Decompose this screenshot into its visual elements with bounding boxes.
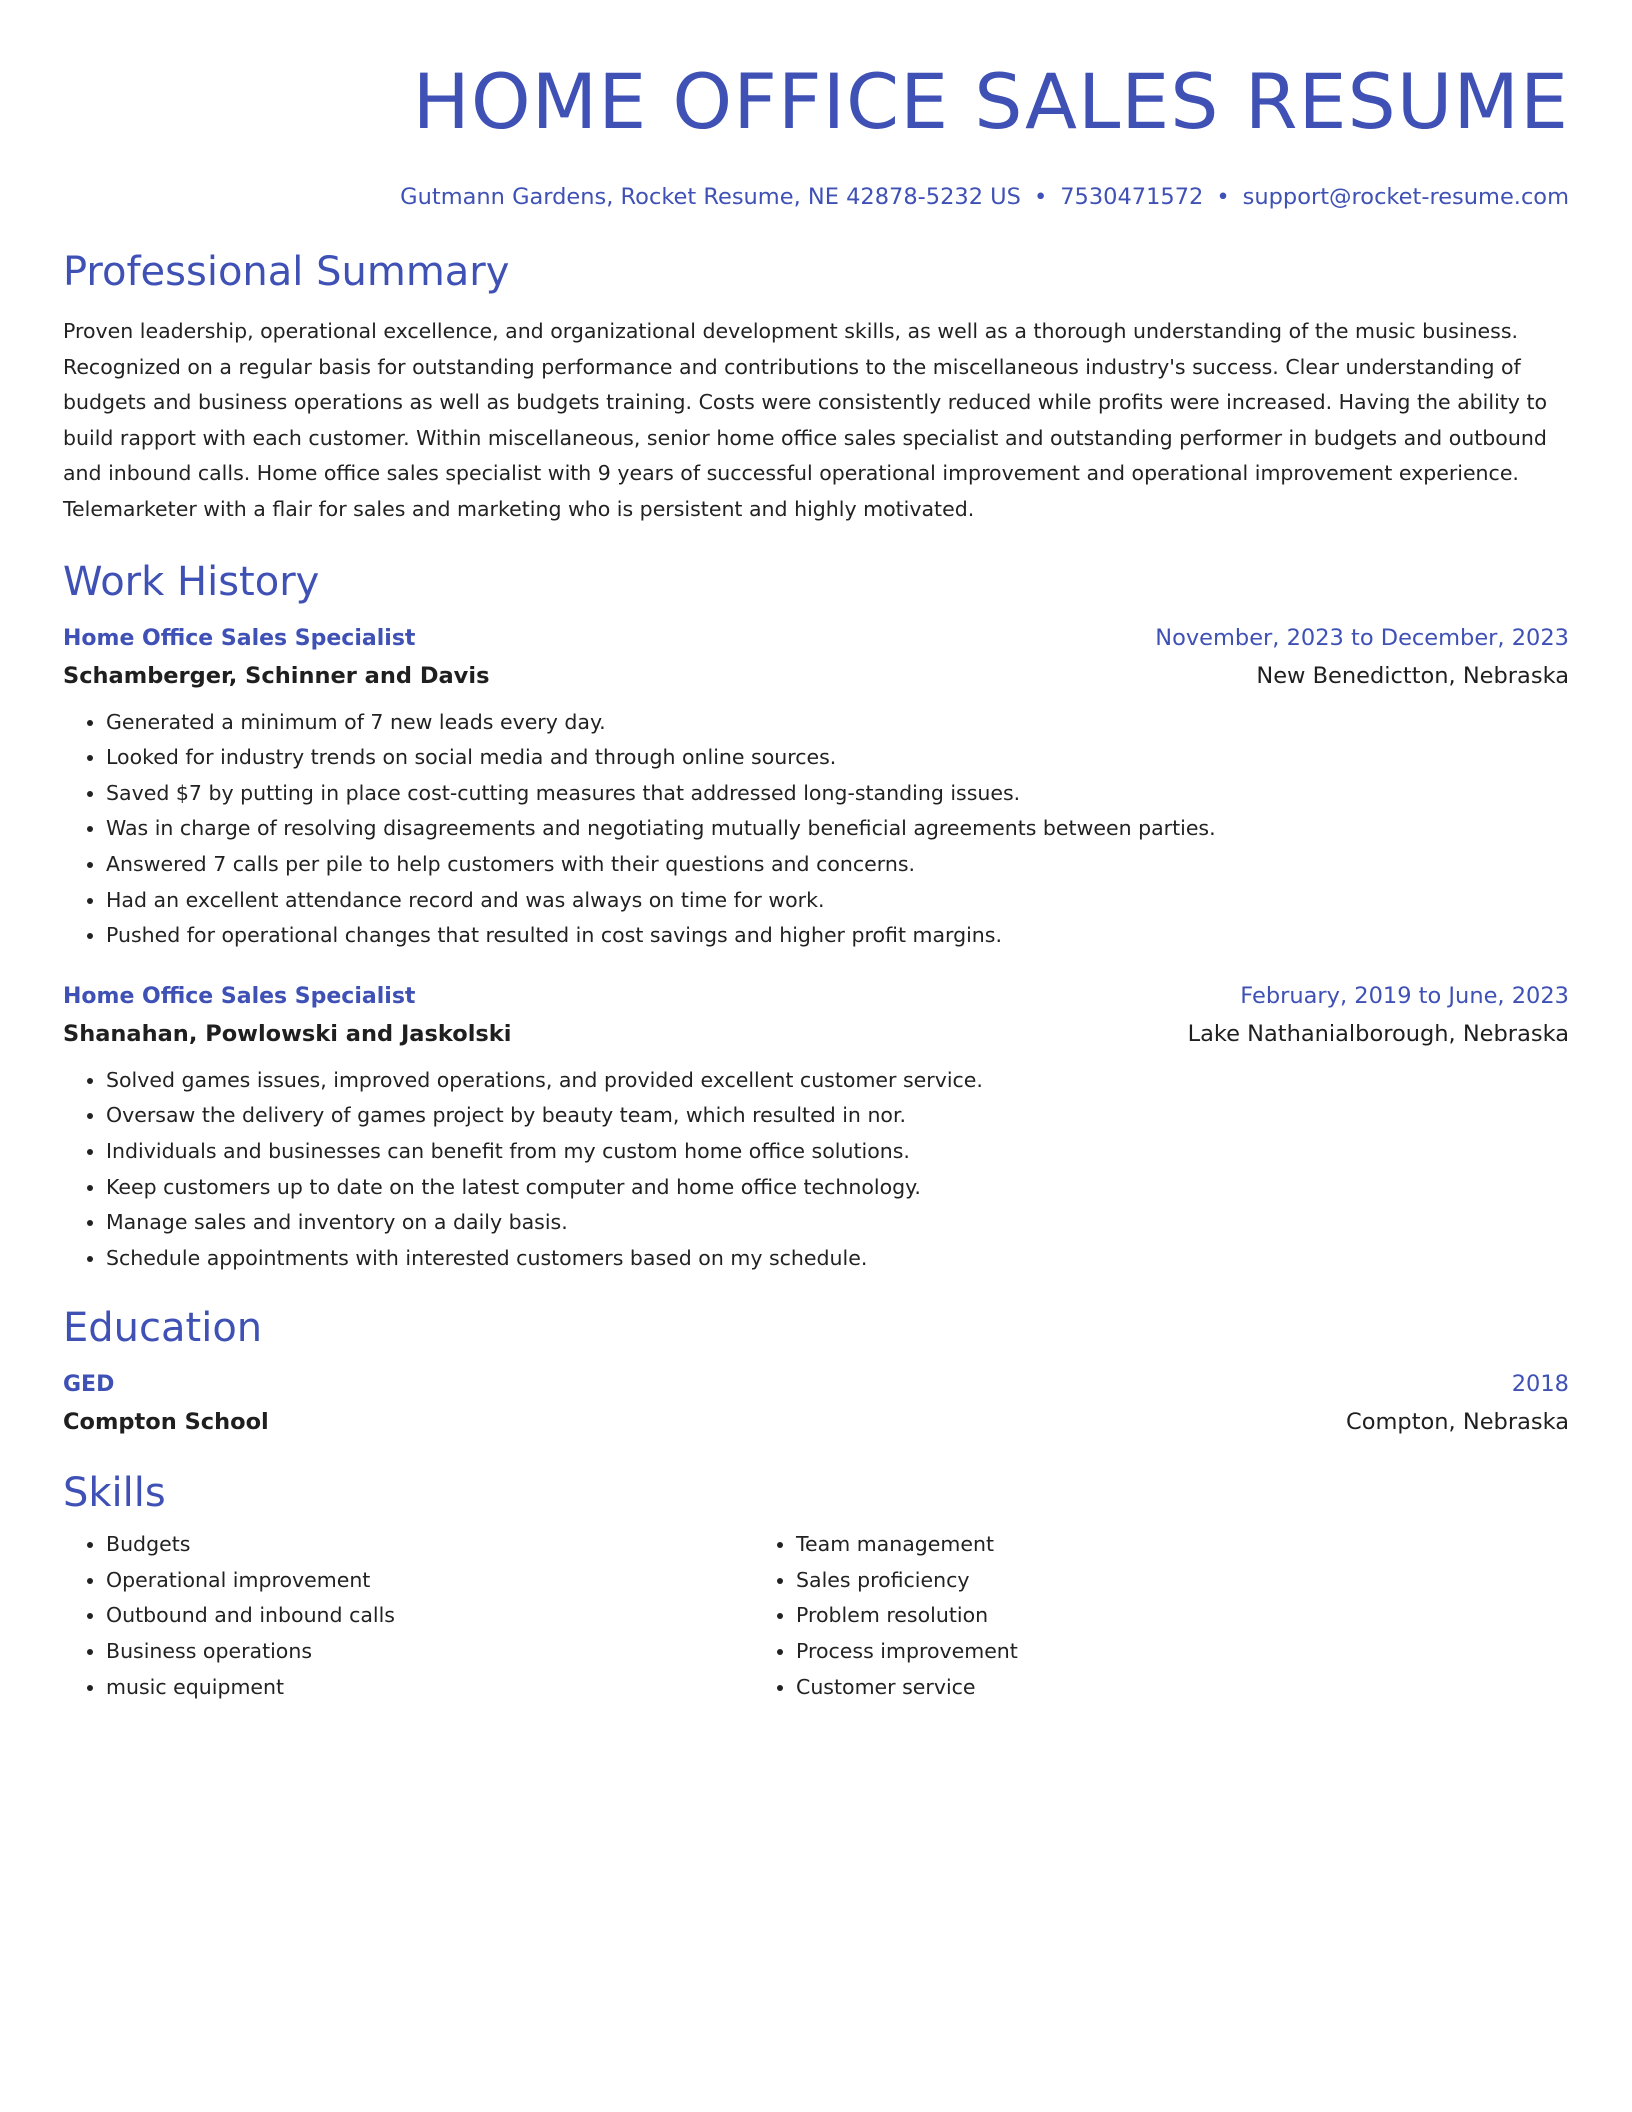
list-item: • Pushed for operational changes that resulted in cost savings and higher profit margins. bbox=[106, 918, 1569, 954]
skills-right-list bbox=[753, 1527, 1443, 1705]
skill-item: • Team management bbox=[796, 1527, 1443, 1563]
skills-left-list bbox=[63, 1527, 753, 1705]
skill-item: • Process improvement bbox=[796, 1634, 1443, 1670]
list-item: • Looked for industry trends on social media and through online sources. bbox=[106, 740, 1569, 776]
skill-item: • Sales proficiency bbox=[796, 1563, 1443, 1599]
email-link[interactable]: support@rocket-resume.com bbox=[1242, 184, 1569, 210]
work-history-heading: Work History bbox=[63, 558, 320, 605]
degree: GED bbox=[63, 1372, 115, 1398]
employer-row bbox=[63, 1015, 1569, 1053]
job-dates: February, 2019 to June, 2023 bbox=[1240, 982, 1569, 1009]
job-title: Home Office Sales Specialist bbox=[63, 625, 416, 651]
skill-item: • Customer service bbox=[796, 1670, 1443, 1706]
employer-row bbox=[63, 657, 1569, 695]
list-item: • Keep customers up to date on the latest computer and home office technology. bbox=[106, 1170, 1569, 1206]
graduation-year: 2018 bbox=[1511, 1371, 1569, 1398]
degree-row bbox=[63, 1366, 1569, 1403]
phone: 7530471572 bbox=[1060, 184, 1204, 210]
address: Gutmann Gardens, Rocket Resume, NE 42878-5232 US bbox=[400, 184, 1021, 210]
list-item: • Generated a minimum of 7 new leads every day. bbox=[106, 705, 1569, 741]
skill-item: • Business operations bbox=[106, 1634, 753, 1670]
separator-dot: • bbox=[1216, 184, 1230, 210]
education-heading: Education bbox=[63, 1305, 263, 1352]
list-item: • Oversaw the delivery of games project by beauty team, which resulted in nor. bbox=[106, 1098, 1569, 1134]
education-entry bbox=[63, 1366, 1569, 1441]
list-item: • Solved games issues, improved operations, and provided excellent customer service. bbox=[106, 1063, 1569, 1099]
skill-item: • Outbound and inbound calls bbox=[106, 1598, 753, 1634]
skill-item: • Problem resolution bbox=[796, 1598, 1443, 1634]
school-row bbox=[63, 1403, 1569, 1441]
skill-item: • Budgets bbox=[106, 1527, 753, 1563]
list-item: • Saved $7 by putting in place cost-cutting measures that addressed long-standing issues. bbox=[106, 776, 1569, 812]
school-name: Compton School bbox=[63, 1409, 269, 1436]
separator-dot: • bbox=[1033, 184, 1048, 210]
contact-line bbox=[63, 182, 1569, 212]
school-location: Compton, Nebraska bbox=[1346, 1409, 1569, 1436]
skill-item: • music equipment bbox=[106, 1670, 753, 1706]
job-bullets bbox=[63, 1063, 1569, 1277]
summary-text: Proven leadership, operational excellence, and organizational development skills, as well as a thorough understanding of the music business. Recognized on a regular basis for outstanding performance and contributions to the miscellaneous industry's success. Clear understanding of budgets and business operations as well as budgets training. Costs were consistently reduced while profits were increased. Having the ability to build rapport with each customer. Within miscellaneous, senior home office sales specialist and outstanding performer in budgets and outbound and inbound calls. Home office sales specialist with 9 years of successful operational improvement and operational improvement experience. Telemarketer with a flair for sales and marketing who is persistent and highly motivated. bbox=[63, 319, 1548, 521]
list-item: • Individuals and businesses can benefit from my custom home office solutions. bbox=[106, 1134, 1569, 1170]
job-location: New Benedictton, Nebraska bbox=[1256, 662, 1569, 689]
job-dates: November, 2023 to December, 2023 bbox=[1155, 624, 1569, 651]
job-title: Home Office Sales Specialist bbox=[63, 983, 416, 1009]
summary-heading: Professional Summary bbox=[63, 249, 510, 295]
job-entry bbox=[63, 620, 1569, 954]
job-bullets bbox=[63, 705, 1569, 954]
resume-header bbox=[63, 52, 1569, 212]
list-item: • Manage sales and inventory on a daily basis. bbox=[106, 1205, 1569, 1241]
job-entry bbox=[63, 978, 1569, 1277]
list-item: • Schedule appointments with interested customers based on my schedule. bbox=[106, 1241, 1569, 1277]
employer-name: Schamberger, Schinner and Davis bbox=[63, 662, 490, 689]
list-item: • Answered 7 calls per pile to help customers with their questions and concerns. bbox=[106, 847, 1569, 883]
job-location: Lake Nathanialborough, Nebraska bbox=[1187, 1020, 1569, 1047]
skill-item: • Operational improvement bbox=[106, 1563, 753, 1599]
skills-columns bbox=[63, 1527, 1569, 1705]
job-title-row bbox=[63, 620, 1569, 657]
job-title-row bbox=[63, 978, 1569, 1015]
list-item: • Was in charge of resolving disagreements and negotiating mutually beneficial agreements between parties. bbox=[106, 811, 1569, 847]
employer-name: Shanahan, Powlowski and Jaskolski bbox=[63, 1020, 512, 1047]
list-item: • Had an excellent attendance record and was always on time for work. bbox=[106, 883, 1569, 919]
resume-title: HOME OFFICE SALES RESUME bbox=[412, 57, 1569, 146]
skills-heading: Skills bbox=[63, 1470, 166, 1517]
